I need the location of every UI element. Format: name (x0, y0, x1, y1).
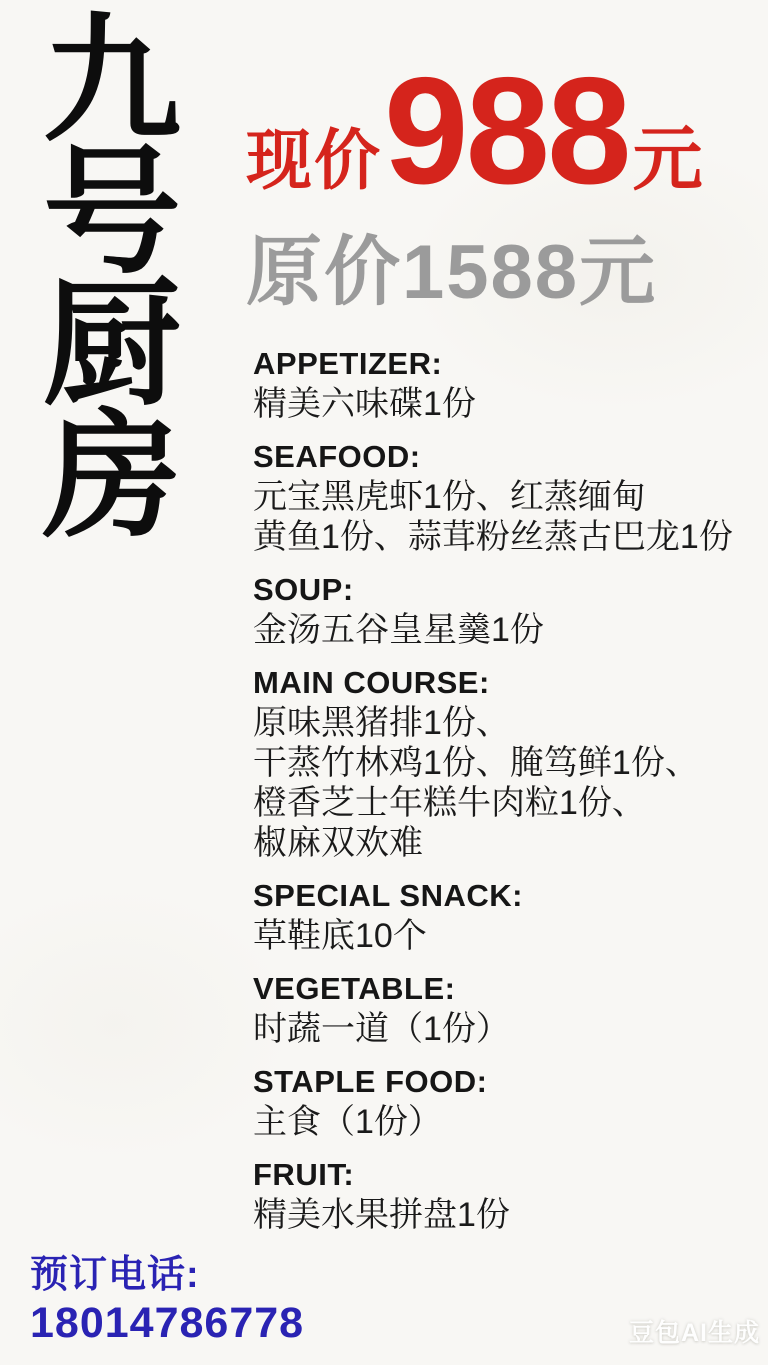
title-character: 九 (42, 0, 181, 161)
menu-item-line: 主食（1份） (253, 1103, 442, 1141)
menu-section-items (253, 1102, 765, 1142)
menu-section-header: APPETIZER: (253, 346, 443, 381)
menu-section-items (253, 384, 765, 424)
current-price (246, 44, 756, 219)
menu-item-line: 原味黑猪排1份、 (253, 704, 510, 742)
menu-item-line: 时蔬一道（1份） (253, 1010, 510, 1048)
restaurant-title (34, 0, 190, 557)
menu-section (253, 570, 765, 650)
menu-section-items (253, 916, 765, 956)
menu-section-items (253, 1195, 765, 1235)
menu-item-line: 元宝黑虎虾1份、红蒸缅甸 (253, 478, 646, 516)
menu-item-line: 干蒸竹林鸡1份、腌笃鲜1份、 (253, 744, 699, 782)
menu-item-line: 金汤五谷皇星羹1份 (253, 611, 544, 649)
menu-section-header: SEAFOOD: (253, 439, 421, 474)
menu-item-line: 椒麻双欢难 (253, 824, 423, 862)
menu-sections (253, 344, 765, 1248)
menu-section-items (253, 610, 765, 650)
menu-item-line: 橙香芝士年糕牛肉粒1份、 (253, 784, 646, 822)
menu-section-header: STAPLE FOOD: (253, 1064, 488, 1099)
current-price-unit: 元 (632, 120, 703, 198)
menu-item-line: 精美水果拼盘1份 (253, 1196, 510, 1234)
menu-section (253, 663, 765, 863)
menu-section-items (253, 1009, 765, 1049)
menu-item-line: 精美六味碟1份 (253, 385, 476, 423)
menu-section (253, 437, 765, 557)
title-character: 房 (42, 394, 181, 557)
title-character: 厨 (42, 262, 181, 425)
menu-section (253, 876, 765, 956)
menu-item-line: 草鞋底10个 (253, 917, 427, 955)
original-price: 原价1588元 (246, 230, 658, 315)
menu-section-items (253, 477, 765, 557)
menu-section-header: SPECIAL SNACK: (253, 878, 523, 913)
menu-section (253, 969, 765, 1049)
menu-section (253, 1062, 765, 1142)
menu-section-header: VEGETABLE: (253, 971, 456, 1006)
menu-section-header: MAIN COURSE: (253, 665, 490, 700)
booking-phone-number: 18014786778 (30, 1298, 305, 1347)
menu-section (253, 1155, 765, 1235)
menu-item-line: 黄鱼1份、蒜茸粉丝蒸古巴龙1份 (253, 518, 733, 556)
contact-block (30, 1254, 304, 1347)
price-block (246, 44, 756, 320)
current-price-label: 现价 (246, 123, 382, 197)
title-character: 号 (42, 130, 181, 293)
menu-section-header: FRUIT: (253, 1157, 355, 1192)
menu-section-items (253, 703, 765, 863)
menu-section (253, 344, 765, 424)
booking-phone-label: 预订电话: (30, 1254, 200, 1296)
ai-watermark: 豆包AI生成 (628, 1319, 760, 1347)
current-price-amount: 988 (384, 46, 629, 216)
menu-section-header: SOUP: (253, 572, 354, 607)
